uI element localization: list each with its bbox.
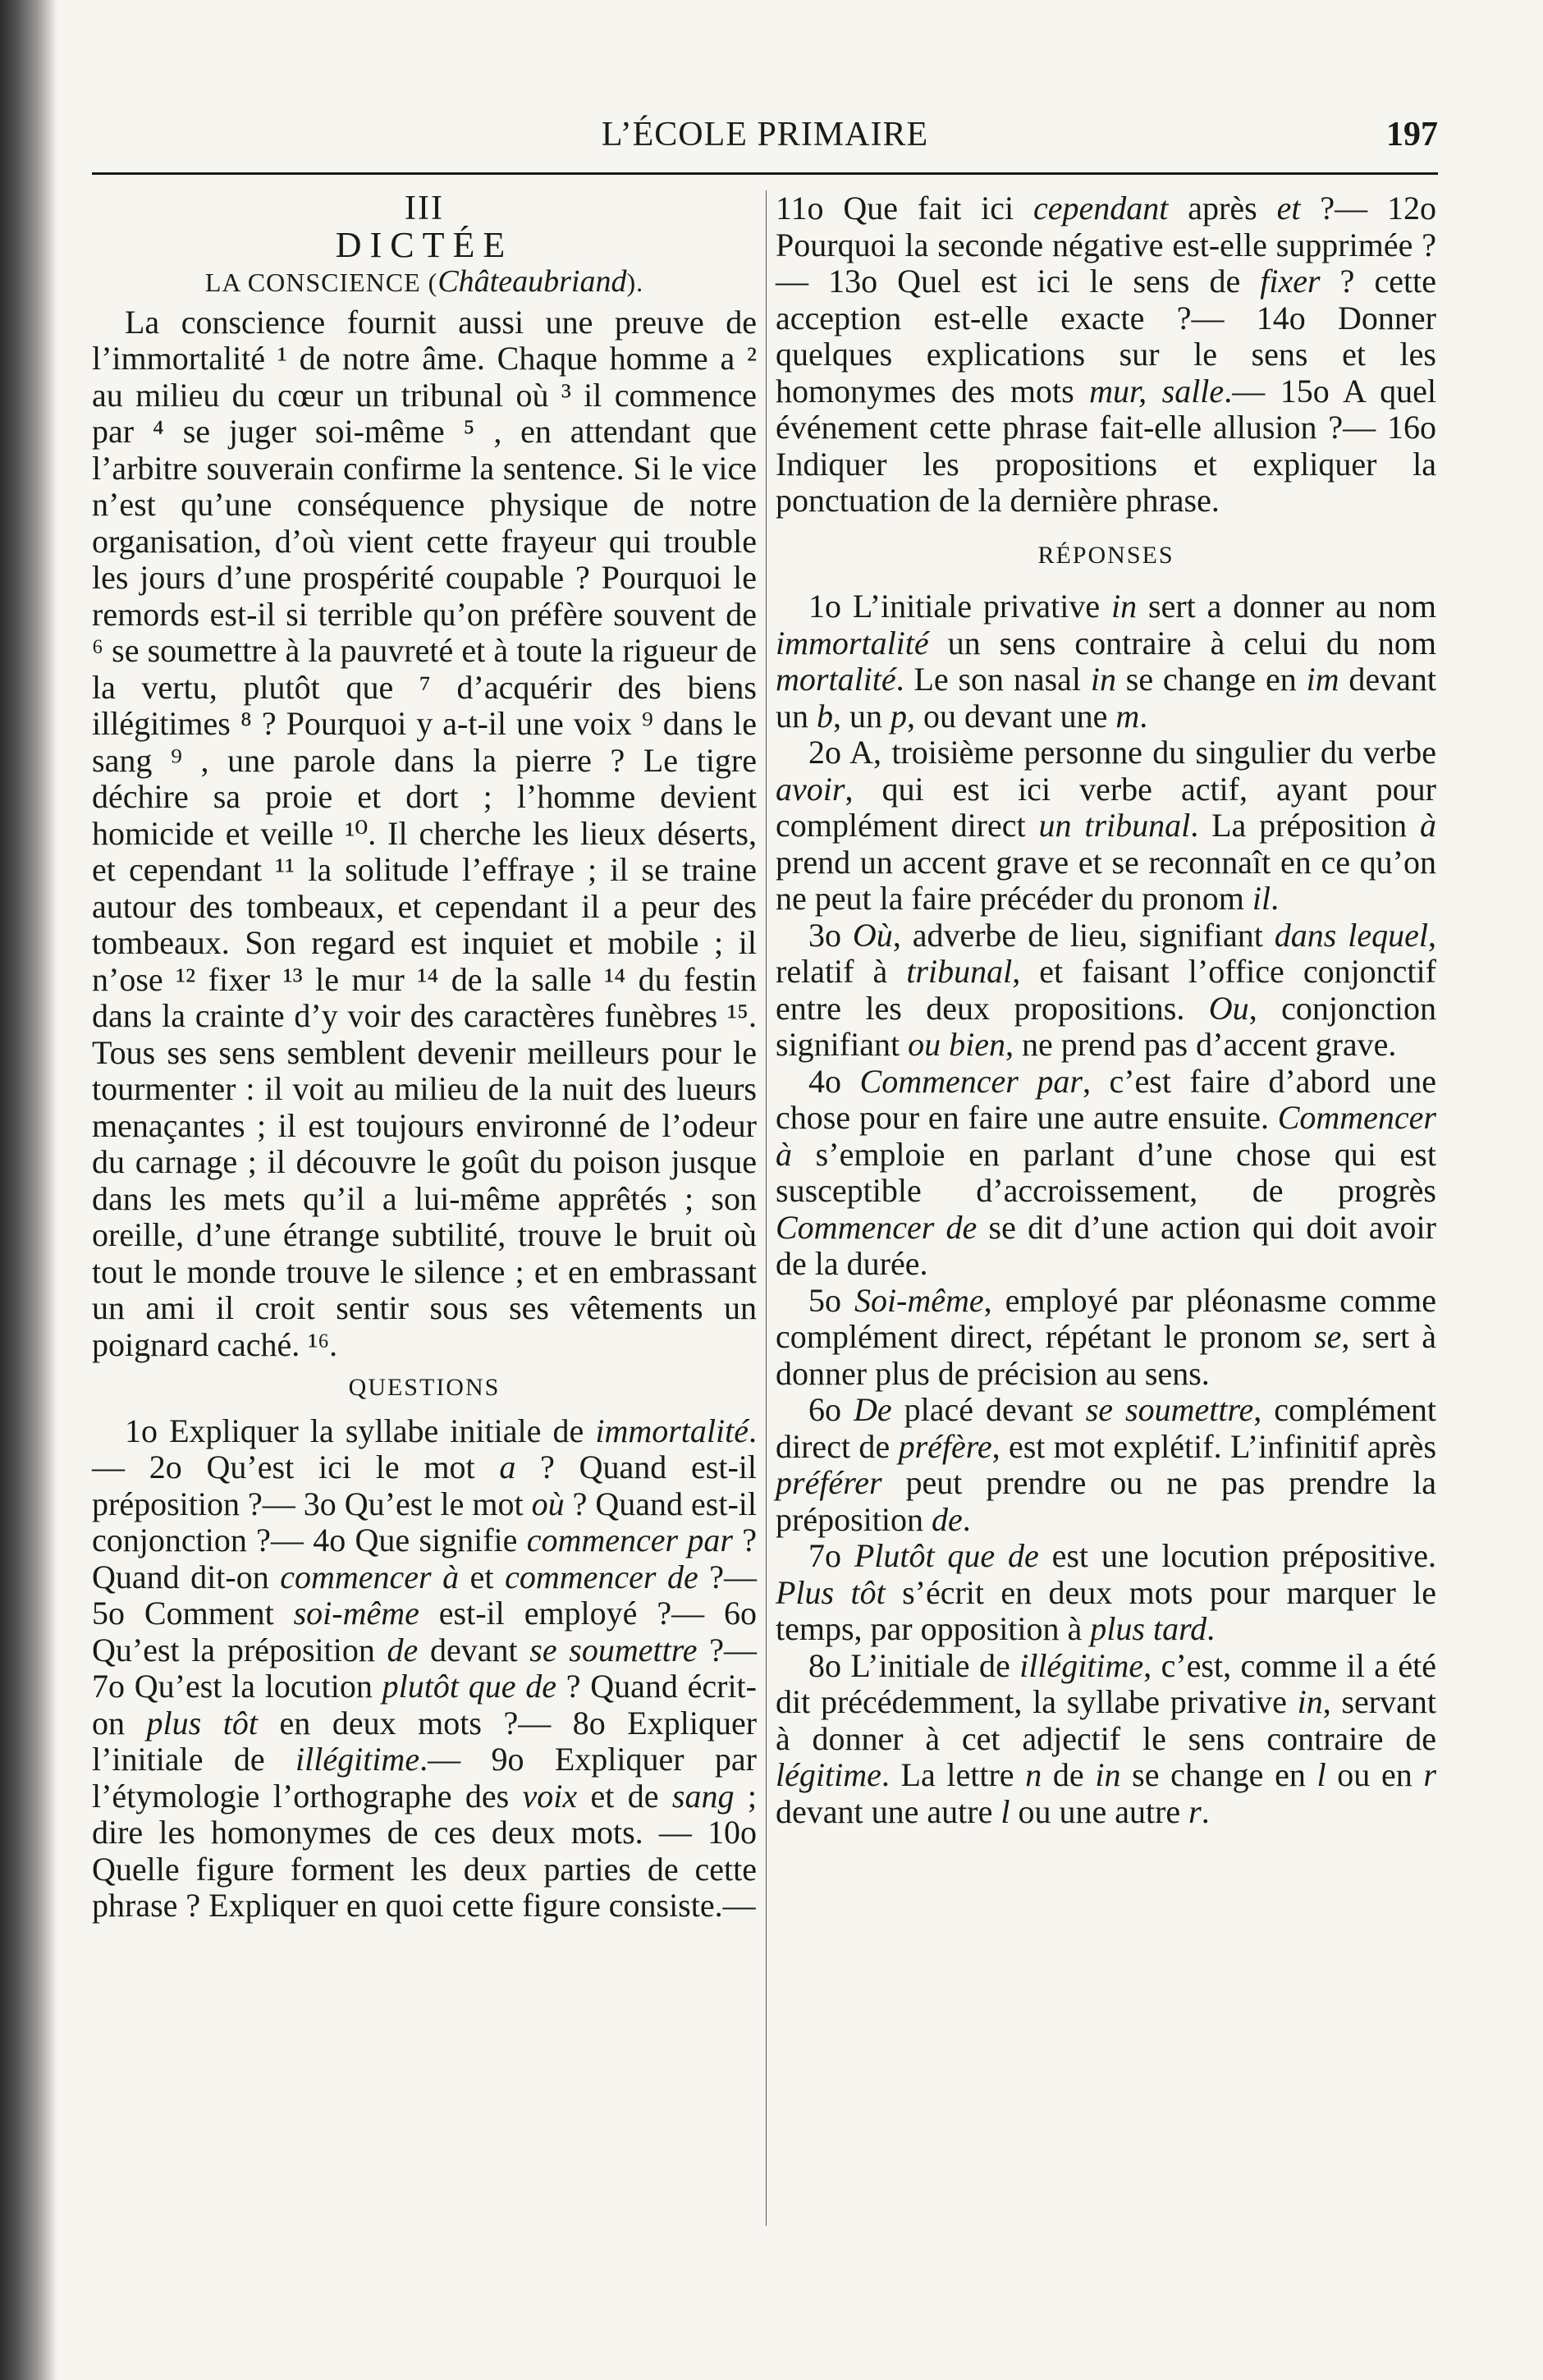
subtitle-end: ).	[626, 268, 644, 297]
answer-2: 2o A, troisième personne du singulier du verbe avoir, qui est ici verbe actif, ayant pour complément direct un tribunal. La préposition à prend un accent grave et se reconnaît en ce qu’on ne peut la faire précéder du pronom il.	[776, 734, 1436, 917]
section-title: DICTÉE	[335, 224, 514, 265]
subtitle-caps: LA CONSCIENCE (	[204, 268, 438, 297]
questions-text: 1o Expliquer la syllabe initiale de immortalité.— 2o Qu’est ici le mot a ? Quand est-il préposition ?— 3o Qu’est le mot où ? Quand est-il conjonction ?— 4o Que signifie commencer par ? Quand dit-on commencer à et commencer de ?— 5o Comment soi-même est-il employé ?— 6o Qu’est la préposition de devant se soumettre ?— 7o Qu’est la locution plutôt que de ? Quand écrit-on plus tôt en deux mots ?— 8o Expliquer l’initiale de illégitime.— 9o Expliquer par l’étymologie l’orthographe des voix et de sang ; dire les homonymes de ces deux mots. — 10o Quelle figure forment les deux parties de cette phrase ? Expliquer en quoi cette figure consiste.—	[92, 1412, 758, 1924]
answer-8: 8o L’initiale de illégitime, c’est, comme il a été dit précédemment, la syllabe privative in, servant à donner à cet adjectif le sens contraire de légitime. La lettre n de in se change en l ou en r devant une autre l ou une autre r.	[776, 1646, 1436, 1830]
answer-3: 3o Où, adverbe de lieu, signifiant dans lequel, relatif à tribunal, et faisant l’office conjonctif entre les deux propositions. Ou, conjonction signifiant ou bien, ne prend pas d’accent grave.	[776, 916, 1437, 1063]
dictation-subtitle	[92, 263, 757, 301]
page-header	[92, 115, 1438, 175]
binding-shadow	[0, 0, 57, 2380]
column-divider	[766, 190, 767, 2226]
left-column	[92, 190, 757, 1925]
running-title: L’ÉCOLE PRIMAIRE	[601, 116, 929, 153]
answer-1: 1o L’initiale privative in sert a donner au nom immortalité un sens contraire à celui du nom mortalité. Le son nasal in se change en im devant un b, un p, ou devant une m.	[776, 588, 1436, 735]
answer-6: 6o De placé devant se soumettre, complément direct de préfère, est mot explétif. L’infinitif après préférer peut prendre ou ne pas prendre la préposition de.	[776, 1391, 1437, 1538]
subtitle-author: Châteaubriand	[437, 264, 627, 299]
answer-7: 7o Plutôt que de est une locution prépositive. Plus tôt s’écrit en deux mots pour marquer le temps, par opposition à plus tard.	[776, 1537, 1437, 1647]
questions-text-continued: 11o Que fait ici cependant après et ?— 12o Pourquoi la seconde négative est-elle supprimée ?— 13o Quel est ici le sens de fixer ? cette acception est-elle exacte ?— 14o Donner quelques explications sur le sens et les homonymes des mots mur, salle.— 15o A quel événement cette phrase fait-elle allusion ?— 16o Indiquer les propositions et expliquer la ponctuation de la dernière phrase.	[776, 190, 1437, 519]
answer-4: 4o Commencer par, c’est faire d’abord une chose pour en faire une autre ensuite. Commencer à s’emploie en parlant d’une chose qui est susceptible d’accroissement, de progrès Commencer de se dit d’une action qui doit avoir de la durée.	[776, 1062, 1437, 1282]
dictation-text: La conscience fournit aussi une preuve de l’immortalité ¹ de notre âme. Chaque homme a ² au milieu du cœur un tribunal où ³ il commence par ⁴ se juger soi-même ⁵ , en attendant que l’arbitre souverain confirme la sentence. Si le vice n’est qu’une conséquence physique de notre organisation, d’où vient cette frayeur qui trouble les jours d’une prospérité coupable ? Pourquoi le remords est-il si terrible qu’on préfère souvent de ⁶ se soumettre à la pauvreté et à toute la rigueur de la vertu, plutôt que ⁷ d’acquérir des biens illégitimes ⁸ ? Pourquoi y a-t-il une voix ⁹ dans le sang ⁹ , une parole dans la pierre ? Le tigre déchire sa proie et dort ; l’homme devient homicide et veille ¹⁰. Il cherche les lieux déserts, et cependant ¹¹ la solitude l’effraye ; il se traine autour des tombeaux, et cependant il a peur des tombeaux. Son regard est inquiet et mobile ; il n’ose ¹² fixer ¹³ le mur ¹⁴ de la salle ¹⁴ du festin dans la crainte d’y voir des caractères funèbres ¹⁵. Tous ses sens semblent devenir meilleurs pour le tourmenter : il voit au milieu de la nuit des lueurs menaçantes ; il est toujours environné de l’odeur du carnage ; il découvre le goût du poison jusque dans les mets qu’il a lui-même apprêtés ; son oreille, d’une étrange subtilité, trouve le bruit où tout le monde trouve le silence ; et en embrassant un ami il croit sentir sous ses vêtements un poignard caché. ¹⁶.	[92, 303, 757, 1363]
questions-heading: QUESTIONS	[348, 1374, 501, 1401]
page-number: 197	[1386, 116, 1438, 153]
right-column	[776, 190, 1436, 1830]
section-number: III	[405, 190, 444, 227]
answer-5: 5o Soi-même, employé par pléonasme comme complément direct, répétant le pronom se, sert à donner plus de précision au sens.	[776, 1281, 1436, 1392]
answers-heading: RÉPONSES	[1037, 541, 1174, 569]
